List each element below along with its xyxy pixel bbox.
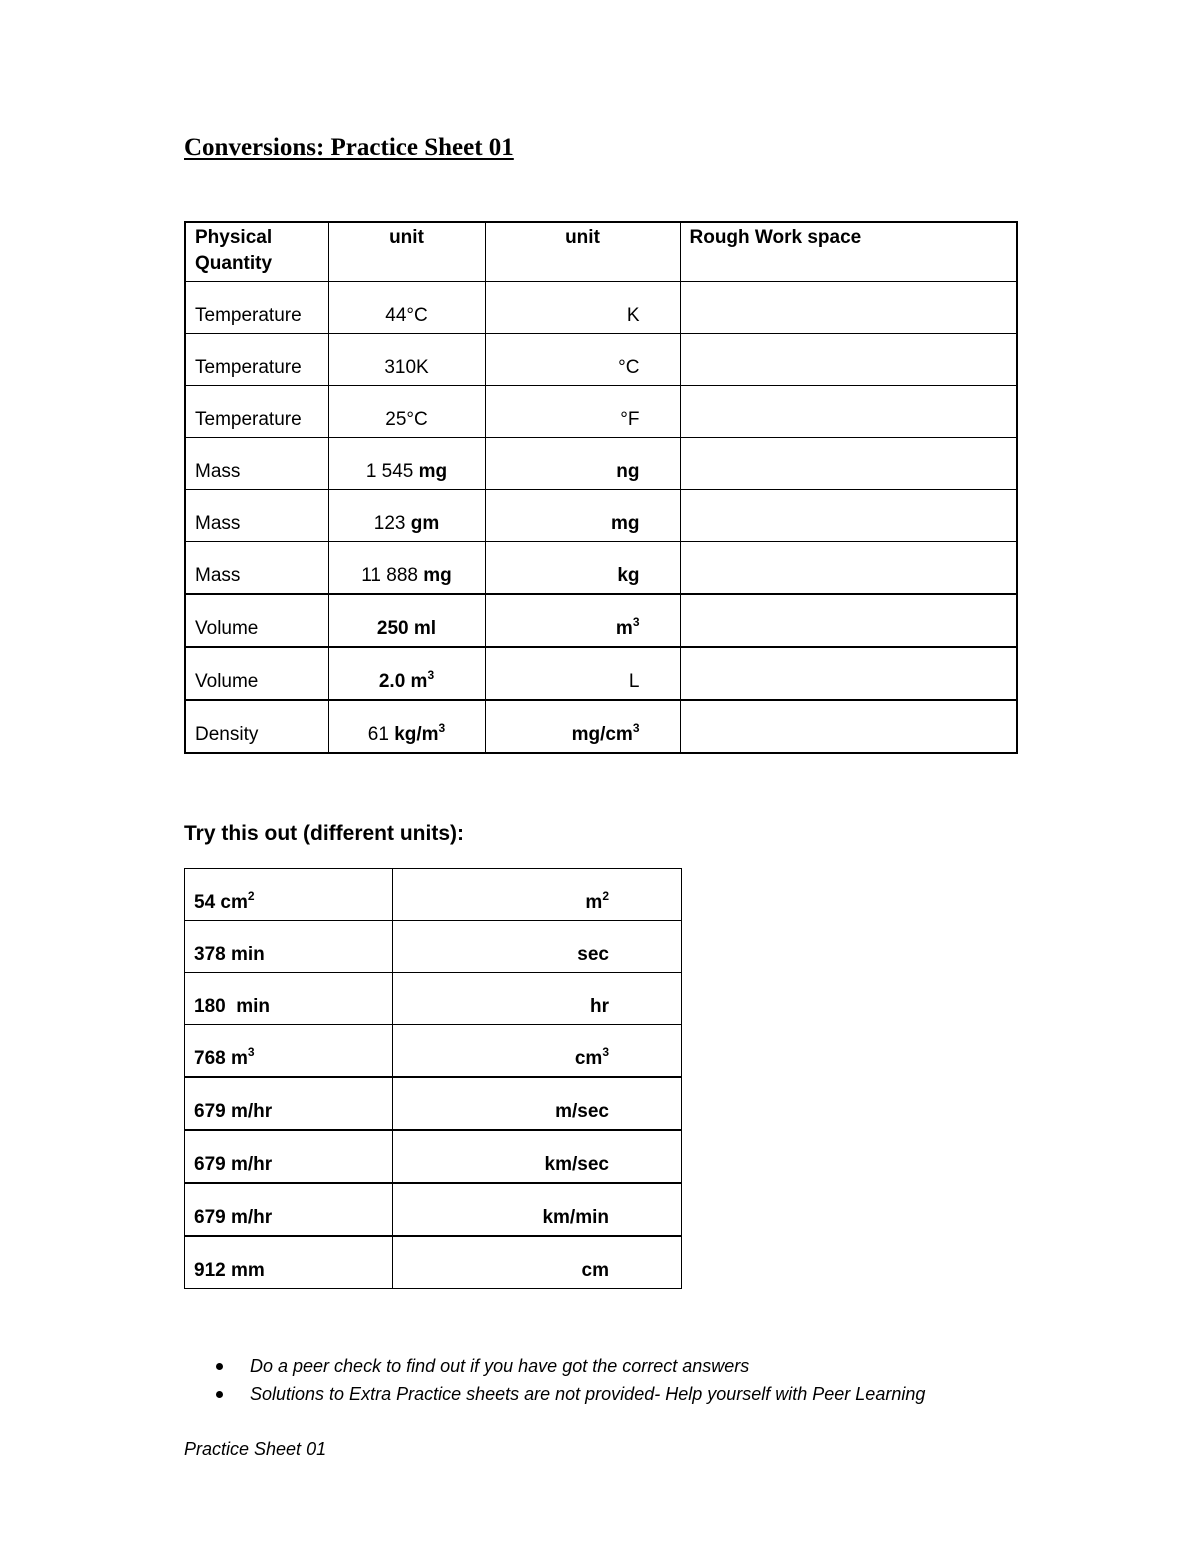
header-unit-to: unit [485, 222, 680, 282]
from-cell: 378 min [185, 921, 393, 973]
table-header-row [185, 222, 1017, 282]
table-row [185, 1025, 682, 1078]
from-value-cell: 25°C [328, 386, 485, 438]
table-row [185, 869, 682, 921]
from-value-cell: 61 $kg/m^3$ [328, 700, 485, 753]
table-row [185, 490, 1017, 542]
notes-list [216, 1352, 925, 1408]
to-unit-cell: mg [485, 490, 680, 542]
quantity-cell: Mass [185, 438, 328, 490]
quantity-cell: Volume [185, 647, 328, 700]
from-cell: 679 m/hr [185, 1130, 393, 1183]
from-value-cell: 310K [328, 334, 485, 386]
to-cell: m/sec [393, 1077, 682, 1130]
table-row [185, 973, 682, 1025]
from-cell: 679 m/hr [185, 1077, 393, 1130]
from-value-cell: 44°C [328, 282, 485, 334]
quantity-cell: Volume [185, 594, 328, 647]
table-row [185, 282, 1017, 334]
header-rough-work: Rough Work space [680, 222, 1017, 282]
page-title: Conversions: Practice Sheet 01 [184, 134, 514, 161]
from-cell: 180 min [185, 973, 393, 1025]
to-cell: $cm^3$ [393, 1025, 682, 1078]
quantity-cell: Temperature [185, 334, 328, 386]
rough-work-cell[interactable] [680, 647, 1017, 700]
table-row [185, 386, 1017, 438]
to-unit-cell: L [485, 647, 680, 700]
table-row [185, 438, 1017, 490]
to-cell: cm [393, 1236, 682, 1289]
to-unit-cell: K [485, 282, 680, 334]
table-row [185, 1077, 682, 1130]
quantity-cell: Mass [185, 490, 328, 542]
to-unit-cell: ng [485, 438, 680, 490]
from-value-cell: 250 ml [328, 594, 485, 647]
try-table [184, 868, 682, 1289]
to-unit-cell: $m^3$ [485, 594, 680, 647]
from-value-cell: 123 gm [328, 490, 485, 542]
rough-work-cell[interactable] [680, 594, 1017, 647]
table-row [185, 542, 1017, 595]
list-item: Do a peer check to find out if you have got the correct answers [216, 1352, 925, 1380]
to-cell: hr [393, 973, 682, 1025]
bullet-icon [216, 1391, 223, 1398]
try-section-heading: Try this out (different units): [184, 822, 464, 845]
table-row [185, 921, 682, 973]
quantity-cell: Mass [185, 542, 328, 595]
to-unit-cell: °F [485, 386, 680, 438]
from-value-cell: 11 888 mg [328, 542, 485, 595]
bullet-icon [216, 1363, 223, 1370]
to-cell: km/min [393, 1183, 682, 1236]
to-cell: sec [393, 921, 682, 973]
from-cell: 768 $m^3$ [185, 1025, 393, 1078]
rough-work-cell[interactable] [680, 490, 1017, 542]
rough-work-cell[interactable] [680, 282, 1017, 334]
to-cell: km/sec [393, 1130, 682, 1183]
table-row [185, 647, 1017, 700]
quantity-cell: Temperature [185, 282, 328, 334]
from-value-cell: 2.0 $m^3$ [328, 647, 485, 700]
to-cell: $m^2$ [393, 869, 682, 921]
rough-work-cell[interactable] [680, 386, 1017, 438]
to-unit-cell: °C [485, 334, 680, 386]
rough-work-cell[interactable] [680, 700, 1017, 753]
rough-work-cell[interactable] [680, 542, 1017, 595]
from-cell: 912 mm [185, 1236, 393, 1289]
table-row [185, 1130, 682, 1183]
table-row [185, 334, 1017, 386]
quantity-cell: Temperature [185, 386, 328, 438]
to-unit-cell: $mg/cm^3$ [485, 700, 680, 753]
table-row [185, 700, 1017, 753]
quantity-cell: Density [185, 700, 328, 753]
from-cell: 54 $cm^2$ [185, 869, 393, 921]
table-row [185, 1183, 682, 1236]
header-physical-quantity: Physical Quantity [185, 222, 328, 282]
header-unit-from: unit [328, 222, 485, 282]
conversion-table [184, 221, 1018, 754]
rough-work-cell[interactable] [680, 334, 1017, 386]
list-item: Solutions to Extra Practice sheets are not provided- Help yourself with Peer Learning [216, 1380, 925, 1408]
page-footer: Practice Sheet 01 [184, 1439, 327, 1459]
rough-work-cell[interactable] [680, 438, 1017, 490]
from-value-cell: 1 545 mg [328, 438, 485, 490]
table-row [185, 594, 1017, 647]
table-row [185, 1236, 682, 1289]
to-unit-cell: kg [485, 542, 680, 595]
from-cell: 679 m/hr [185, 1183, 393, 1236]
